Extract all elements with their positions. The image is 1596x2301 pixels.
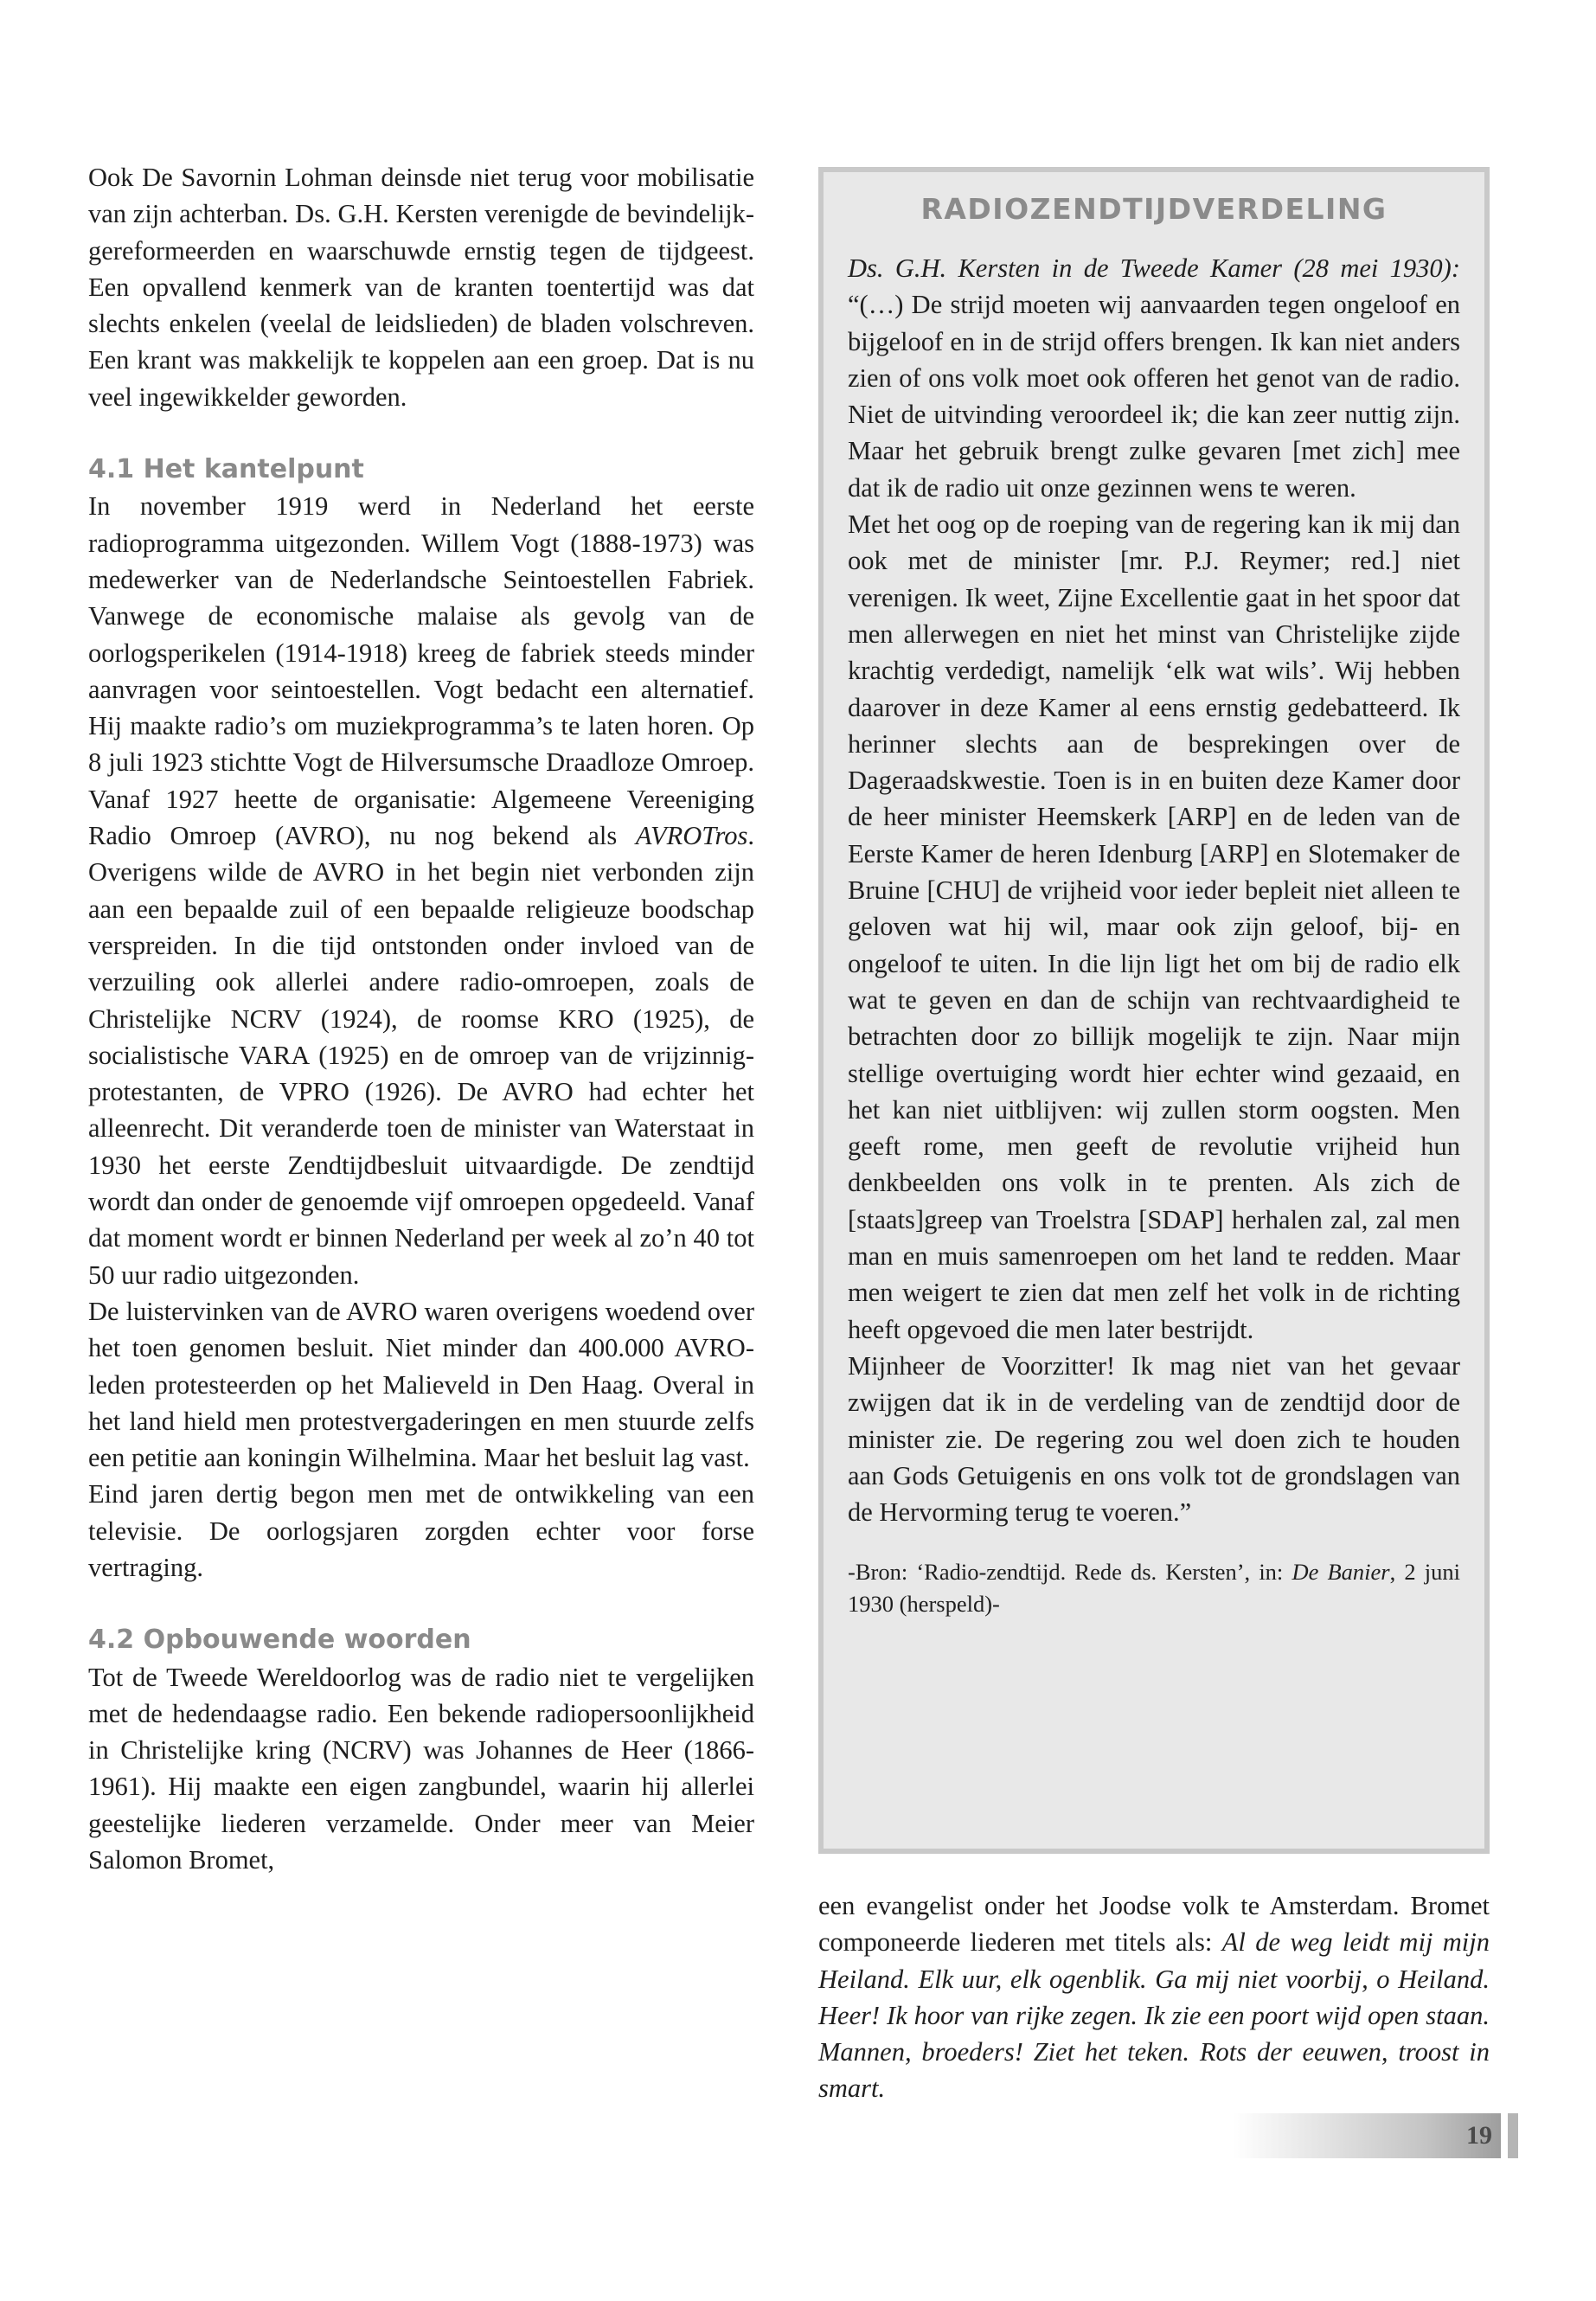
- text-run: , 2 juni 1930 (herspeld)-: [848, 1559, 1460, 1618]
- page-number: 19: [1466, 2121, 1492, 2150]
- song-titles: Al de weg leidt mij mijn Heiland. Elk uur, elk ogenblik. Ga mij niet voorbij, o Heiland. Heer! Ik hoor van rijke zegen. Ik zie een poort wijd open staan. Mannen, broeders! Ziet het teken. Rots der eeuwen, troost in smart.: [818, 1927, 1490, 2104]
- quote-paragraph-2: Met het oog op de roeping van de regering kan ik mij dan ook met de minister [mr. P.J. Reymer; red.] niet verenigen. Ik weet, Zijne Excellentie gaat in het spoor dat men allerwegen en niet het minst van Christelijke zijde krachtig verdedigt, namelijk ‘elk wat wils’. Wij hebben daarover in deze Kamer al eens ernstig gedebatteerd. Ik herinner slechts aan de besprekingen over de Dageraadskwestie. Toen is in en buiten deze Kamer door de heer minister Heemskerk [ARP] en de leden van de Eerste Kamer de heren Idenburg [ARP] en Slotemaker de Bruine [CHU] de vrijheid voor ieder bepleit niet alleen te geloven wat hij wil, maar ook zijn geloof, bij- en ongeloof te uiten. In die lijn ligt het om bij de radio elk wat te geven en dan de schijn van rechtvaardigheid te betrachten door zo billijk mogelijk te zijn. Naar mijn stellige overtuiging wordt hier echter wind gezaaid, en het kan niet uitblijven: wij zullen storm oogsten. Men geeft rome, men geeft de revolutie vrijheid hun denkbeelden ons volk in te prenten. Als zich de [staats]greep van Troelstra [SDAP] herhalen zal, zal men man en muis samenroepen om het land te redden. Maar men weigert te zien dat men zelf het volk in de richting heeft opgevoed die men later bestrijdt.: [848, 510, 1460, 1344]
- sidebar-box: [818, 167, 1490, 1854]
- quote-paragraph-1: [848, 250, 1460, 506]
- kantelpunt-paragraph-3: Eind jaren dertig begon men met de ontwikkeling van een televisie. De oorlogsjaren zorgden echter voor forse vertraging.: [88, 1479, 754, 1582]
- quote-source: [848, 1556, 1460, 1620]
- page-footer: [1233, 2113, 1518, 2158]
- section-heading-kantelpunt: 4.1 Het kantelpunt: [88, 454, 364, 485]
- text-run: In november 1919 werd in Nederland het eerste radioprogramma uitgezonden. Willem Vogt (1888-1973) was medewerker van de Nederlandsche Seintoestellen Fabriek. Vanwege de economische malaise als gevolg van de oorlogsperikelen (1914-1918) kreeg de fabriek steeds minder aanvragen voor seintoestellen. Vogt bedacht een alternatief. Hij maakte radio’s om muziekprogramma’s te laten horen. Op 8 juli 1923 stichtte Vogt de Hilversumsche Draadloze Omroep. Vanaf 1927 heette de organisatie: Algemeene Vereeniging Radio Omroep (AVRO), nu nog bekend als: [88, 491, 754, 851]
- sidebar-title: RADIOZENDTIJDVERDELING: [920, 192, 1388, 226]
- quote-paragraph-3: Mijnheer de Voorzitter! Ik mag niet van het gevaar zwijgen dat ik in de verdeling van de zendtijd door de minister zie. De regering zou wel doen zich te houden aan Gods Getuigenis en ons volk tot de grondslagen van de Hervorming terug te voeren.”: [848, 1350, 1460, 1528]
- text-run: “(…) De strijd moeten wij aanvaarden tegen ongeloof en bijgeloof en in de strijd offers brengen. Ik kan niet anders zien of ons volk moet ook offeren het genot van de radio. Niet de uitvinding veroordeel ik; die kan zeer nuttig zijn. Maar het gebruik brengt zulke gevaren [met zich] mee dat ik de radio uit onze gezinnen wens te weren.: [848, 290, 1460, 503]
- right-column: [818, 1888, 1490, 2107]
- text-run: een evangelist onder het Joodse volk te Amsterdam. Bromet componeerde liederen met titels als:: [818, 1891, 1490, 1958]
- left-column: [88, 159, 754, 1878]
- intro-paragraph: Ook De Savornin Lohman deinsde niet terug voor mobilisatie van zijn achterban. Ds. G.H. Kersten verenigde de bevindelijk-gereformeerden en waarschuwde ernstig tegen de tijdgeest. Een opvallend kenmerk van de kranten toentertijd was dat slechts enkelen (veelal de leidslieden) de bladen volschreven. Een krant was makkelijk te koppelen aan een groep. Dat is nu veel ingewikkelder geworden.: [88, 163, 754, 412]
- quote-attribution: Ds. G.H. Kersten in de Tweede Kamer (28 mei 1930):: [848, 253, 1460, 283]
- kantelpunt-paragraph-2: De luistervinken van de AVRO waren overigens woedend over het toen genomen besluit. Niet minder dan 400.000 AVRO-leden protesteerden op het Malieveld in Den Haag. Overal in het land hield men protestvergaderingen en men stuurde zelfs een petitie aan koningin Wilhelmina. Maar het besluit lag vast.: [88, 1296, 754, 1473]
- section-heading-opbouwende-woorden: 4.2 Opbouwende woorden: [88, 1625, 471, 1656]
- italic-text-run: AVROTros: [635, 821, 748, 851]
- footer-gradient-bar: [1233, 2113, 1501, 2158]
- text-run: . Overigens wilde de AVRO in het begin niet verbonden zijn aan een bepaalde zuil of een bepaalde religieuze boodschap verspreiden. In die tijd ontstonden onder invloed van de verzuiling ook allerlei andere radio-omroepen, zoals de Christelijke NCRV (1924), de roomse KRO (1925), de socialistische VARA (1925) en de omroep van de vrijzinnig-protestanten, de VPRO (1926). De AVRO had echter het alleenrecht. Dit veranderde toen de minister van Waterstaat in 1930 het eerste Zendtijdbesluit uitvaardigde. De zendtijd wordt dan onder de genoemde vijf omroepen opgedeeld. Vanaf dat moment wordt er binnen Nederland per week al zo’n 40 tot 50 uur radio uitgezonden.: [88, 821, 754, 1290]
- bromet-paragraph: [818, 1888, 1490, 2107]
- footer-edge-bar: [1508, 2113, 1518, 2158]
- opbouwende-woorden-paragraph: Tot de Tweede Wereldoorlog was de radio niet te vergelijken met de hedendaagse radio. Een bekende radiopersoonlijkheid in Christelijke kring (NCRV) was Johannes de Heer (1866-1961). Hij maakte een eigen zangbundel, waarin hij allerlei geestelijke liederen verzamelde. Onder meer van Meier Salomon Bromet,: [88, 1662, 754, 1875]
- text-run: -Bron: ‘Radio-zendtijd. Rede ds. Kersten’, in:: [848, 1559, 1292, 1586]
- kantelpunt-paragraph-1: [88, 488, 754, 1293]
- italic-text-run: De Banier: [1292, 1559, 1390, 1586]
